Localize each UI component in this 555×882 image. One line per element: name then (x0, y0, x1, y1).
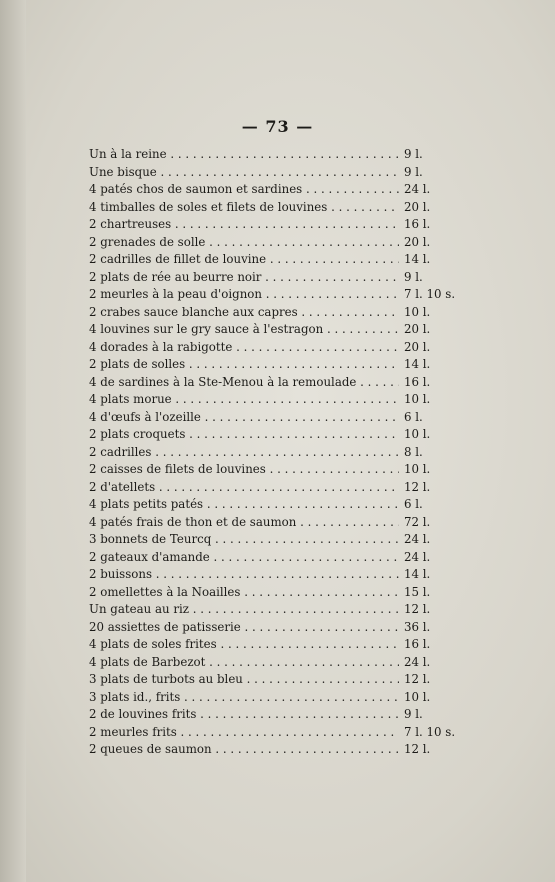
dish-price: 10 l. (404, 462, 431, 476)
dish-price: 10 l. (404, 689, 431, 704)
dish-price: 6 l. (404, 497, 423, 511)
dish-price: 20 l. (404, 199, 431, 214)
dish-price: 20 l. (404, 234, 431, 249)
dish-price: 16 l. (404, 637, 431, 651)
dish-price: 14 l. (404, 252, 431, 266)
menu-item (89, 514, 459, 532)
dish-name: 3 plats id., frits . . . (89, 689, 399, 707)
dish-name: 2 caisses de filets de louvines . . . (89, 461, 399, 479)
dish-name: Un à la reine . . . (89, 146, 399, 164)
dish-name: 20 assiettes de patisserie . . . (89, 619, 399, 637)
dish-name: 4 plats de Barbezot . . . (89, 654, 399, 672)
menu-item (89, 409, 459, 427)
menu-item (89, 619, 459, 637)
dish-name: 4 louvines sur le gry sauce à l'estragon . . . (89, 321, 399, 339)
menu-item (89, 706, 459, 724)
menu-item (89, 566, 459, 584)
dish-name: 2 grenades de solle . . . (89, 234, 399, 252)
dish-name: 4 de sardines à la Ste-Menou à la remoulade . . . (89, 374, 399, 392)
dish-name: 3 bonnets de Teurcq . . . (89, 531, 399, 549)
dish-name: 2 meurles frits . . . (89, 724, 399, 742)
page-number: — 73 — (241, 117, 314, 136)
dish-price: 7 l. 10 s. (404, 724, 456, 739)
menu-item (89, 251, 459, 269)
menu-item (89, 391, 459, 409)
menu-item (89, 636, 459, 654)
dish-name: Un gateau au riz . . . (89, 601, 399, 619)
menu-item (89, 164, 459, 182)
menu-item (89, 146, 459, 164)
dish-price: 24 l. (404, 654, 431, 669)
menu-item (89, 671, 459, 689)
menu-item (89, 496, 459, 514)
dish-name: 4 patés chos de saumon et sardines . . . (89, 181, 399, 199)
dish-name: 4 patés frais de thon et de saumon . . . (89, 514, 399, 532)
dish-name: 2 plats de rée au beurre noir . . . (89, 269, 399, 287)
dish-price: 36 l. (404, 619, 431, 634)
dish-price: 9 l. (404, 164, 423, 179)
dish-price: 8 l. (404, 444, 423, 459)
dish-price: 15 l. (404, 584, 431, 599)
dish-name: 2 d'atellets . . . (89, 479, 399, 497)
dish-price: 12 l. (404, 742, 431, 756)
menu-item (89, 724, 459, 742)
dish-price: 24 l. (404, 182, 431, 196)
dish-price: 72 l. (404, 514, 431, 529)
menu-item (89, 689, 459, 707)
dish-name: 2 de louvines frits . . . (89, 706, 399, 724)
menu-item (89, 549, 459, 567)
dish-name: 2 gateaux d'amande . . . (89, 549, 399, 567)
menu-item (89, 601, 459, 619)
dish-price: 24 l. (404, 549, 431, 564)
dish-name: 2 cadrilles de fillet de louvine . . . (89, 251, 399, 269)
dish-price: 24 l. (404, 532, 431, 546)
dish-price: 6 l. (404, 409, 423, 424)
dish-name: 3 plats de turbots au bleu . . . (89, 671, 399, 689)
dish-name: 2 plats de solles . . . (89, 356, 399, 374)
dish-name: 2 crabes sauce blanche aux capres . . . (89, 304, 399, 322)
dish-price: 14 l. (404, 567, 431, 581)
dish-name: 2 chartreuses . . . (89, 216, 399, 234)
menu-item (89, 461, 459, 479)
menu-item (89, 479, 459, 497)
dish-name: 2 omellettes à la Noailles . . . (89, 584, 399, 602)
dish-name: 4 dorades à la rabigotte . . . (89, 339, 399, 357)
menu-item (89, 654, 459, 672)
dish-name: 4 plats de soles frites . . . (89, 636, 399, 654)
dish-price: 20 l. (404, 339, 431, 354)
menu-item (89, 181, 459, 199)
dish-name: 2 cadrilles . . . (89, 444, 399, 462)
dish-name: 2 plats croquets . . . (89, 426, 399, 444)
dish-price: 12 l. (404, 672, 431, 686)
menu-item (89, 426, 459, 444)
dish-name: Une bisque . . . (89, 164, 399, 182)
dish-price: 20 l. (404, 322, 431, 336)
menu-item (89, 444, 459, 462)
menu-item (89, 269, 459, 287)
menu-item (89, 374, 459, 392)
menu-item (89, 356, 459, 374)
dish-price: 14 l. (404, 357, 431, 371)
dish-name: 4 plats petits patés . . . (89, 496, 399, 514)
dish-price: 12 l. (404, 479, 431, 494)
dish-price: 10 l. (404, 427, 431, 441)
dish-price: 12 l. (404, 602, 431, 616)
menu-item (89, 531, 459, 549)
dish-name: 4 plats morue . . . (89, 391, 399, 409)
dish-name: 4 timballes de soles et filets de louvines . . . (89, 199, 399, 217)
menu-price-list (89, 146, 459, 759)
menu-item (89, 741, 459, 759)
menu-item (89, 234, 459, 252)
menu-item (89, 321, 459, 339)
menu-item (89, 199, 459, 217)
menu-item (89, 584, 459, 602)
menu-item (89, 304, 459, 322)
dish-price: 16 l. (404, 217, 431, 231)
dish-price: 9 l. (404, 269, 423, 284)
dish-name: 4 d'œufs à l'ozeille . . . (89, 409, 399, 427)
dish-name: 2 buissons . . . (89, 566, 399, 584)
dish-price: 10 l. (404, 304, 431, 319)
dish-price: 7 l. 10 s. (404, 287, 456, 301)
dish-price: 9 l. (404, 707, 423, 721)
dish-name: 2 meurles à la peau d'oignon . . . (89, 286, 399, 304)
menu-item (89, 339, 459, 357)
dish-price: 9 l. (404, 147, 423, 161)
dish-price: 10 l. (404, 392, 431, 406)
menu-item (89, 216, 459, 234)
dish-name: 2 queues de saumon . . . (89, 741, 399, 759)
menu-item (89, 286, 459, 304)
dish-price: 16 l. (404, 374, 431, 389)
